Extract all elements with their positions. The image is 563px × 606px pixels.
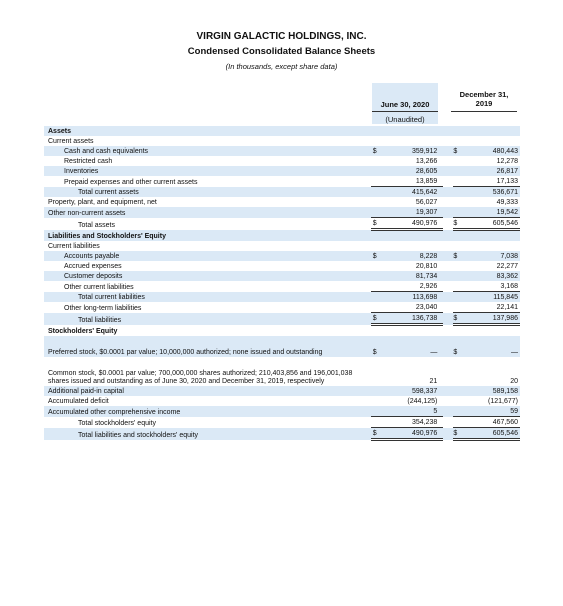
- table-row: [44, 156, 520, 166]
- row-label: Current liabilities: [48, 243, 100, 250]
- column-gap: [443, 357, 453, 386]
- row-label: Other non-current assets: [44, 207, 371, 218]
- currency-sign-current: [371, 230, 383, 242]
- column-gap: [443, 156, 453, 166]
- currency-sign-current: $: [371, 313, 383, 325]
- value-dec-2019: 467,560: [463, 417, 520, 428]
- row-label: Total current liabilities: [44, 292, 371, 303]
- value-dec-2019: 7,038: [463, 251, 520, 261]
- value-june-2020: 19,307: [383, 207, 444, 218]
- value-june-2020: [383, 241, 444, 251]
- currency-sign-prior: $: [453, 428, 463, 440]
- value-june-2020: [383, 126, 444, 136]
- row-label: Accumulated deficit: [48, 398, 109, 405]
- value-dec-2019: 605,546: [463, 428, 520, 440]
- value-june-2020: 490,976: [383, 428, 444, 440]
- currency-sign-current: [371, 156, 383, 166]
- currency-sign-current: [371, 261, 383, 271]
- value-dec-2019: 589,158: [463, 386, 520, 396]
- column-header-dec-2019-line1: December 31,: [459, 90, 509, 99]
- value-dec-2019: 19,542: [463, 207, 520, 218]
- currency-sign-prior: [453, 302, 463, 313]
- currency-sign-prior: [453, 357, 463, 386]
- column-gap: [443, 197, 453, 207]
- column-gap: [443, 302, 453, 313]
- column-gap: [443, 417, 453, 428]
- value-dec-2019: 22,277: [496, 263, 518, 270]
- row-label: Total liabilities: [44, 313, 371, 325]
- currency-sign-prior: [453, 281, 463, 292]
- unaudited-note: (Unaudited): [385, 115, 425, 124]
- row-label: Prepaid expenses and other current assets: [64, 178, 198, 186]
- currency-sign-prior: [453, 396, 463, 406]
- value-june-2020: 113,698: [383, 292, 444, 303]
- column-header-dec-2019-line2: 2019: [475, 99, 493, 108]
- column-gap: [443, 166, 453, 176]
- table-row: [44, 176, 520, 187]
- row-label: Inventories: [44, 166, 371, 176]
- column-header-june-2020: June 30, 2020: [380, 100, 430, 109]
- column-gap: [443, 176, 453, 187]
- value-dec-2019: (121,677): [488, 398, 518, 405]
- row-label: Restricted cash: [64, 158, 113, 165]
- currency-sign-current: [371, 197, 383, 207]
- currency-sign-current: [371, 302, 383, 313]
- column-gap: [443, 386, 453, 396]
- table-row: [44, 187, 520, 198]
- currency-sign-prior: [453, 230, 463, 242]
- column-gap: [443, 218, 453, 230]
- table-row: [44, 136, 520, 146]
- value-dec-2019: 59: [463, 406, 520, 417]
- value-dec-2019: 605,546: [463, 218, 520, 230]
- value-june-2020: —: [383, 336, 444, 357]
- value-june-2020: 28,605: [383, 166, 444, 176]
- value-dec-2019: 26,817: [463, 166, 520, 176]
- value-dec-2019: [463, 136, 520, 146]
- column-gap: [443, 207, 453, 218]
- balance-sheet-table: [44, 126, 520, 441]
- column-gap: [443, 146, 453, 156]
- column-gap: [443, 261, 453, 271]
- value-june-2020: 81,734: [383, 271, 444, 281]
- value-dec-2019: [463, 241, 520, 251]
- currency-sign-current: $: [371, 251, 383, 261]
- currency-sign-prior: [453, 325, 463, 337]
- currency-sign-prior: [453, 176, 463, 187]
- currency-sign-prior: [453, 386, 463, 396]
- row-label: Cash and cash equivalents: [44, 146, 371, 156]
- value-june-2020: 56,027: [415, 199, 438, 206]
- table-row: [44, 146, 520, 156]
- value-june-2020: 21: [429, 378, 438, 385]
- currency-sign-prior: [453, 261, 463, 271]
- value-dec-2019: 49,333: [496, 199, 518, 206]
- value-dec-2019: 3,168: [463, 281, 520, 292]
- row-label: Additional paid-in capital: [44, 386, 371, 396]
- currency-sign-current: [371, 271, 383, 281]
- currency-sign-current: [371, 207, 383, 218]
- currency-sign-current: [371, 406, 383, 417]
- row-label: Liabilities and Stockholders' Equity: [44, 230, 371, 242]
- value-june-2020: 490,976: [383, 218, 444, 230]
- row-label: Preferred stock, $0.0001 par value; 10,000,000 authorized; none issued and outstanding: [44, 336, 371, 357]
- table-row: [44, 207, 520, 218]
- currency-sign-current: [371, 136, 383, 146]
- table-row: [44, 241, 520, 251]
- value-june-2020: 8,228: [383, 251, 444, 261]
- table-row: [44, 166, 520, 176]
- currency-sign-prior: $: [453, 313, 463, 325]
- table-row: [44, 325, 520, 337]
- currency-sign-prior: [453, 207, 463, 218]
- value-june-2020: 5: [383, 406, 444, 417]
- currency-sign-current: [371, 126, 383, 136]
- column-gap: [443, 230, 453, 242]
- column-gap: [443, 292, 453, 303]
- column-header-rule-2: [451, 111, 517, 112]
- table-row: [44, 396, 520, 406]
- currency-sign-prior: [453, 156, 463, 166]
- value-june-2020: 2,926: [383, 281, 444, 292]
- value-dec-2019: 480,443: [463, 146, 520, 156]
- currency-sign-current: [371, 166, 383, 176]
- currency-sign-current: [371, 292, 383, 303]
- value-june-2020: 23,040: [383, 302, 444, 313]
- currency-sign-prior: $: [453, 336, 463, 357]
- table-row: [44, 126, 520, 136]
- value-june-2020: 13,266: [415, 158, 438, 165]
- value-dec-2019: [463, 230, 520, 242]
- row-label: Total current assets: [44, 187, 371, 198]
- row-label: Property, plant, and equipment, net: [48, 199, 157, 206]
- row-label: Current assets: [48, 138, 94, 145]
- column-gap: [443, 241, 453, 251]
- table-row: [44, 357, 520, 386]
- value-dec-2019: [463, 126, 520, 136]
- currency-sign-prior: [453, 241, 463, 251]
- row-label: Assets: [44, 126, 371, 136]
- column-header-rule-1: [372, 111, 438, 112]
- table-row: [44, 230, 520, 242]
- currency-sign-prior: [453, 136, 463, 146]
- column-gap: [443, 406, 453, 417]
- row-label: Common stock, $0.0001 par value; 700,000,000 shares authorized; 210,403,856 and 196,001,038 shares issued and outstanding as of June 30, 2020 and December 31, 2019, respectively: [48, 370, 353, 385]
- value-june-2020: (244,125): [407, 398, 438, 405]
- currency-sign-current: [371, 187, 383, 198]
- value-dec-2019: [463, 325, 520, 337]
- value-dec-2019: 12,278: [496, 158, 518, 165]
- value-dec-2019: —: [463, 336, 520, 357]
- row-label: Other current liabilities: [64, 283, 134, 291]
- currency-sign-prior: [453, 197, 463, 207]
- column-gap: [443, 396, 453, 406]
- row-label: Total stockholders' equity: [78, 419, 156, 427]
- table-row: [44, 292, 520, 303]
- row-label: Total liabilities and stockholders' equity: [44, 428, 371, 440]
- balance-sheet-rows: [44, 126, 520, 440]
- currency-sign-prior: $: [453, 146, 463, 156]
- column-gap: [443, 428, 453, 440]
- table-row: [44, 313, 520, 325]
- value-dec-2019: 20: [510, 378, 518, 385]
- currency-sign-current: $: [371, 146, 383, 156]
- value-june-2020: 359,912: [383, 146, 444, 156]
- currency-sign-prior: $: [453, 251, 463, 261]
- table-row: [44, 417, 520, 428]
- currency-sign-current: [371, 281, 383, 292]
- value-dec-2019: 115,845: [463, 292, 520, 303]
- value-june-2020: [383, 230, 444, 242]
- column-gap: [443, 325, 453, 337]
- value-june-2020: 354,238: [383, 417, 444, 428]
- table-row: [44, 218, 520, 230]
- value-june-2020: 13,859: [383, 176, 444, 187]
- row-label: Other long-term liabilities: [64, 304, 142, 312]
- currency-sign-prior: [453, 166, 463, 176]
- value-dec-2019: 137,986: [463, 313, 520, 325]
- column-gap: [443, 313, 453, 325]
- column-gap: [443, 281, 453, 292]
- row-label: Accrued expenses: [64, 263, 122, 270]
- currency-sign-prior: [453, 406, 463, 417]
- currency-sign-current: [371, 357, 383, 386]
- table-row: [44, 261, 520, 271]
- currency-sign-current: [371, 386, 383, 396]
- column-gap: [443, 271, 453, 281]
- row-label: Total assets: [78, 221, 115, 229]
- row-label: Accounts payable: [44, 251, 371, 261]
- row-label: Customer deposits: [44, 271, 371, 281]
- value-june-2020: [383, 136, 444, 146]
- statement-title: Condensed Consolidated Balance Sheets: [187, 46, 376, 57]
- currency-sign-prior: [453, 187, 463, 198]
- currency-sign-current: [371, 176, 383, 187]
- currency-sign-prior: [453, 417, 463, 428]
- currency-sign-current: $: [371, 218, 383, 230]
- value-june-2020: 598,337: [383, 386, 444, 396]
- row-label: Stockholders' Equity: [48, 328, 118, 335]
- column-gap: [443, 336, 453, 357]
- value-june-2020: 136,738: [383, 313, 444, 325]
- table-row: [44, 197, 520, 207]
- currency-sign-current: $: [371, 428, 383, 440]
- units-note: (In thousands, except share data): [225, 62, 338, 71]
- value-june-2020: [383, 325, 444, 337]
- currency-sign-current: [371, 325, 383, 337]
- row-label: Accumulated other comprehensive income: [44, 406, 371, 417]
- value-dec-2019: 536,671: [463, 187, 520, 198]
- currency-sign-prior: [453, 292, 463, 303]
- table-row: [44, 302, 520, 313]
- table-row: [44, 428, 520, 440]
- value-june-2020: 20,810: [415, 263, 438, 270]
- value-dec-2019: 17,133: [463, 176, 520, 187]
- column-gap: [443, 187, 453, 198]
- currency-sign-current: [371, 241, 383, 251]
- column-header-dec-2019: [451, 90, 517, 108]
- column-gap: [443, 126, 453, 136]
- table-row: [44, 386, 520, 396]
- company-name: VIRGIN GALACTIC HOLDINGS, INC.: [196, 31, 367, 42]
- currency-sign-prior: [453, 271, 463, 281]
- value-dec-2019: 83,362: [463, 271, 520, 281]
- column-gap: [443, 136, 453, 146]
- table-row: [44, 271, 520, 281]
- table-row: [44, 251, 520, 261]
- table-row: [44, 336, 520, 357]
- column-gap: [443, 251, 453, 261]
- currency-sign-current: [371, 396, 383, 406]
- currency-sign-current: $: [371, 336, 383, 357]
- table-row: [44, 406, 520, 417]
- currency-sign-prior: [453, 126, 463, 136]
- currency-sign-current: [371, 417, 383, 428]
- value-dec-2019: 22,141: [463, 302, 520, 313]
- table-row: [44, 281, 520, 292]
- currency-sign-prior: $: [453, 218, 463, 230]
- value-june-2020: 415,642: [383, 187, 444, 198]
